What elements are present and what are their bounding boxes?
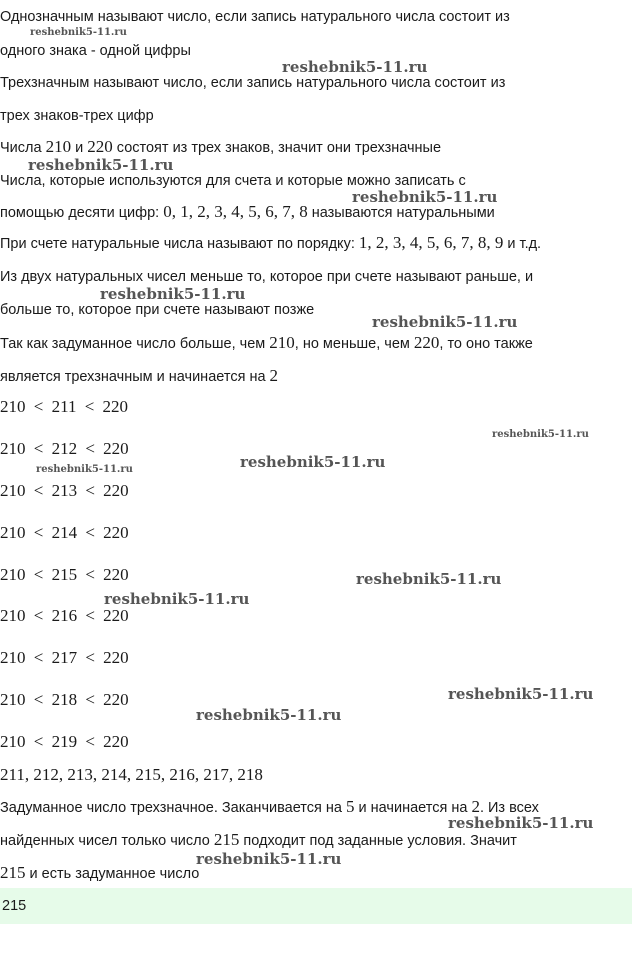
math-number: 2 bbox=[471, 797, 480, 816]
watermark: reshebnik5-11.ru bbox=[282, 58, 428, 76]
text: помощью десяти цифр: bbox=[0, 205, 164, 221]
text-line bbox=[0, 864, 199, 883]
text-line bbox=[0, 234, 541, 253]
math-sequence: 1, 2, 3, 4, 5, 6, 7, 8, 9 bbox=[358, 233, 504, 252]
math-number: 215 bbox=[213, 830, 240, 849]
inequality: 210 < 219 < 220 bbox=[0, 732, 129, 751]
watermark: reshebnik5-11.ru bbox=[448, 685, 594, 703]
math-number: 220 bbox=[87, 137, 113, 156]
answer-box bbox=[0, 888, 632, 924]
math-number: 210 bbox=[269, 333, 295, 352]
text-line bbox=[0, 334, 533, 353]
text: Задуманное число трехзначное. Заканчивается на bbox=[0, 800, 346, 816]
text-line: Однозначным называют число, если запись натурального числа состоит из bbox=[0, 9, 510, 25]
watermark: reshebnik5-11.ru bbox=[28, 156, 174, 174]
watermark: reshebnik5-11.ru bbox=[100, 285, 246, 303]
inequality: 210 < 215 < 220 bbox=[0, 565, 129, 584]
text: найденных чисел только число bbox=[0, 833, 214, 849]
watermark: reshebnik5-11.ru bbox=[196, 850, 342, 868]
inequality: 210 < 212 < 220 bbox=[0, 439, 129, 458]
text: Так как задуманное число больше, чем bbox=[0, 336, 270, 352]
text-line bbox=[0, 367, 278, 386]
inequality: 210 < 213 < 220 bbox=[0, 481, 129, 500]
watermark: reshebnik5-11.ru bbox=[30, 27, 127, 38]
text-line bbox=[0, 138, 441, 157]
text: При счете натуральные числа называют по порядку: bbox=[0, 236, 359, 252]
text: называются натуральными bbox=[307, 205, 495, 221]
text: и bbox=[71, 140, 88, 156]
text: является трехзначным и начинается на bbox=[0, 369, 270, 385]
math-number: 215 bbox=[0, 863, 26, 882]
inequality: 210 < 216 < 220 bbox=[0, 606, 129, 625]
inequality: 210 < 218 < 220 bbox=[0, 690, 129, 709]
text: и начинается на bbox=[354, 800, 472, 816]
text: Числа bbox=[0, 140, 46, 156]
math-number: 220 bbox=[413, 333, 440, 352]
math-number: 5 bbox=[346, 797, 355, 816]
text-line: Трехзначным называют число, если запись натурального числа состоит из bbox=[0, 75, 506, 91]
math-number: 210 bbox=[45, 137, 72, 156]
inequality: 210 < 217 < 220 bbox=[0, 648, 129, 667]
text-line: Числа, которые используются для счета и которые можно записать с bbox=[0, 173, 466, 189]
number-list: 211, 212, 213, 214, 215, 216, 217, 218 bbox=[0, 765, 263, 784]
watermark: reshebnik5-11.ru bbox=[356, 570, 502, 588]
watermark: reshebnik5-11.ru bbox=[372, 313, 518, 331]
watermark: reshebnik5-11.ru bbox=[240, 453, 386, 471]
text: . Из всех bbox=[479, 800, 539, 816]
text-line: Из двух натуральных чисел меньше то, которое при счете называют раньше, и bbox=[0, 269, 534, 285]
watermark: reshebnik5-11.ru bbox=[352, 188, 498, 206]
text-line: больше то, которое при счете называют позже bbox=[0, 302, 315, 318]
math-number: 2 bbox=[269, 366, 279, 385]
text-line bbox=[0, 831, 517, 850]
inequality: 210 < 211 < 220 bbox=[0, 397, 129, 416]
text: и т.д. bbox=[503, 236, 542, 252]
watermark: reshebnik5-11.ru bbox=[36, 464, 133, 475]
watermark: reshebnik5-11.ru bbox=[492, 429, 589, 440]
inequality: 210 < 214 < 220 bbox=[0, 523, 129, 542]
text-line: трех знаков-трех цифр bbox=[0, 108, 154, 124]
watermark: reshebnik5-11.ru bbox=[448, 814, 594, 832]
text: , то оно также bbox=[439, 336, 533, 352]
text-line: одного знака - одной цифры bbox=[0, 43, 191, 59]
watermark: reshebnik5-11.ru bbox=[196, 706, 342, 724]
watermark: reshebnik5-11.ru bbox=[104, 590, 250, 608]
text: подходит под заданные условия. Значит bbox=[239, 833, 517, 849]
math-sequence: 0, 1, 2, 3, 4, 5, 6, 7, 8 bbox=[163, 202, 308, 221]
answer-value: 215 bbox=[2, 898, 27, 914]
text: и есть задуманное число bbox=[25, 866, 200, 882]
text: состоят из трех знаков, значит они трехзначные bbox=[112, 140, 442, 156]
text: , но меньше, чем bbox=[294, 336, 414, 352]
